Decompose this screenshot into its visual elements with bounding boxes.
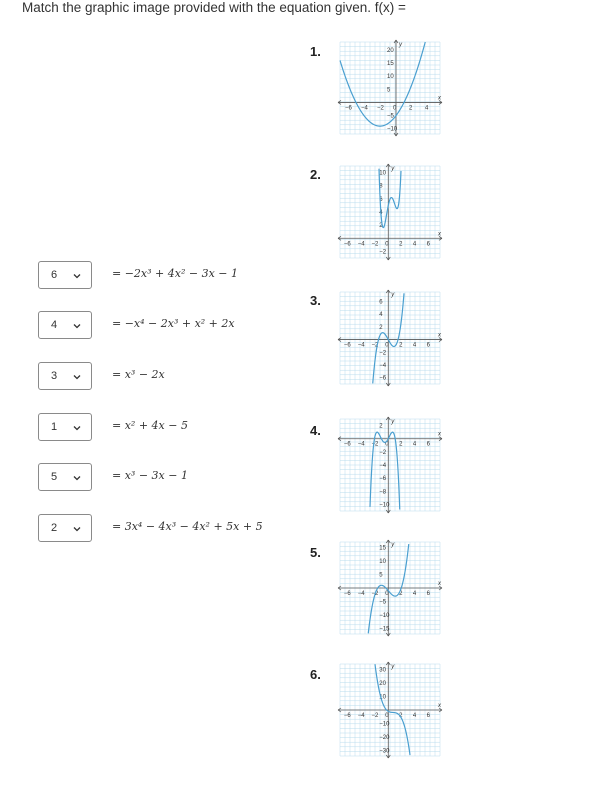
answer-select-5[interactable]	[38, 463, 92, 491]
x-tick-label: −4	[357, 713, 365, 719]
x-tick-label: −6	[343, 591, 351, 597]
y-tick-label: 5	[387, 87, 391, 94]
x-tick-label: −4	[357, 441, 365, 448]
x-tick-label: 4	[412, 591, 417, 597]
x-axis-label: x	[438, 703, 441, 709]
answer-select-value: 3	[51, 370, 58, 382]
equation-text: = 3x⁴ − 4x³ − 4x² + 5x + 5	[112, 520, 263, 533]
equation-text: = x³ − 3x − 1	[112, 469, 188, 482]
x-tick-label: −6	[345, 105, 352, 112]
x-axis-label: x	[438, 95, 441, 102]
answer-select-6[interactable]	[38, 514, 92, 542]
y-tick-label: 5	[379, 572, 383, 579]
match-row-1	[38, 261, 328, 291]
x-tick-label: −2	[371, 591, 379, 597]
function-curve	[340, 42, 425, 126]
y-tick-label: −5	[379, 599, 387, 606]
x-axis-label: x	[438, 581, 441, 587]
y-tick-label: 4	[379, 312, 383, 319]
y-tick-label: 30	[379, 667, 386, 674]
x-tick-label: 6	[426, 441, 430, 448]
y-tick-label: 20	[387, 47, 394, 54]
chevron-down-icon	[72, 423, 82, 433]
answer-select-value: 2	[51, 522, 58, 534]
x-tick-label: 4	[412, 713, 417, 719]
y-tick-label: −20	[379, 735, 390, 742]
y-tick-label: −5	[387, 113, 394, 120]
graph-label-4: 4.	[310, 423, 321, 438]
y-tick-label: −4	[379, 463, 387, 469]
equation-text: = −x⁴ − 2x³ + x² + 2x	[112, 317, 235, 330]
graph-image-6	[336, 660, 444, 760]
x-tick-label: 4	[412, 342, 417, 349]
chevron-down-icon	[72, 524, 82, 534]
y-tick-label: 8	[379, 183, 383, 190]
x-tick-label: −2	[371, 241, 379, 248]
x-tick-label: −4	[357, 342, 365, 349]
answer-select-value: 6	[51, 269, 58, 281]
answer-select-1[interactable]	[38, 261, 92, 289]
x-tick-label: 6	[426, 342, 430, 349]
graph-label-5: 5.	[310, 545, 321, 560]
x-axis-label: x	[438, 231, 441, 238]
x-tick-label: 2	[399, 591, 403, 597]
y-axis-label: y	[391, 292, 395, 298]
x-tick-label: 4	[412, 241, 417, 248]
y-tick-label: −10	[387, 126, 398, 133]
y-tick-label: −10	[379, 613, 390, 620]
x-tick-label: −2	[371, 713, 379, 719]
x-tick-label: 0	[385, 713, 389, 719]
question-prompt: Match the graphic image provided with the equation given. f(x) =	[22, 0, 406, 15]
y-tick-label: 4	[379, 210, 383, 216]
y-axis-label: y	[391, 166, 395, 172]
y-tick-label: 20	[379, 680, 386, 687]
x-tick-label: 0	[393, 105, 397, 112]
graph-image-4	[336, 415, 444, 515]
y-axis-label: y	[391, 664, 395, 670]
x-tick-label: −6	[343, 441, 351, 448]
y-axis-label: y	[399, 42, 402, 48]
x-tick-label: 0	[385, 591, 389, 597]
match-row-5	[38, 463, 328, 493]
chevron-down-icon	[72, 271, 82, 281]
x-tick-label: 6	[426, 713, 430, 719]
graph-image-1	[336, 38, 444, 138]
chevron-down-icon	[72, 321, 82, 331]
match-row-6	[38, 514, 328, 544]
x-tick-label: −6	[343, 713, 351, 719]
equation-text: = x² + 4x − 5	[112, 419, 188, 432]
x-tick-label: 2	[409, 105, 413, 112]
x-tick-label: −2	[377, 105, 384, 112]
answer-select-value: 1	[51, 421, 58, 433]
x-tick-label: 6	[426, 241, 430, 248]
x-tick-label: 0	[385, 241, 389, 248]
y-tick-label: 6	[379, 196, 383, 203]
x-tick-label: 2	[399, 441, 403, 448]
graph-label-2: 2.	[310, 167, 321, 182]
match-row-4	[38, 413, 328, 443]
y-tick-label: 10	[379, 170, 386, 177]
answer-select-3[interactable]	[38, 362, 92, 390]
y-tick-label: −2	[379, 350, 387, 357]
x-tick-label: 2	[399, 342, 403, 349]
y-tick-label: 2	[379, 223, 383, 230]
x-tick-label: −4	[357, 591, 365, 597]
y-tick-label: −10	[379, 502, 390, 509]
x-tick-label: 6	[426, 591, 430, 597]
y-tick-label: −8	[379, 489, 387, 496]
y-tick-label: 2	[379, 324, 383, 331]
y-tick-label: 15	[387, 61, 394, 68]
y-tick-label: −30	[379, 748, 390, 755]
chevron-down-icon	[72, 473, 82, 483]
x-tick-label: −6	[343, 241, 351, 248]
graph-image-2	[336, 162, 444, 262]
x-tick-label: 2	[399, 241, 403, 248]
x-tick-label: −6	[343, 342, 351, 349]
x-tick-label: −2	[371, 342, 379, 349]
x-axis-label: x	[438, 431, 441, 438]
graph-label-3: 3.	[310, 293, 321, 308]
y-axis-label: y	[391, 542, 395, 548]
answer-select-value: 4	[51, 319, 58, 331]
y-tick-label: 15	[379, 545, 386, 552]
graph-image-5	[336, 538, 444, 638]
answer-select-4[interactable]	[38, 413, 92, 441]
answer-select-2[interactable]	[38, 311, 92, 339]
equation-text: = x³ − 2x	[112, 368, 165, 381]
graph-image-3	[336, 288, 444, 388]
x-tick-label: 0	[385, 441, 389, 448]
y-tick-label: −15	[379, 626, 390, 633]
y-tick-label: −2	[379, 449, 387, 456]
y-tick-label: 2	[379, 423, 383, 430]
x-tick-label: 4	[425, 105, 429, 112]
y-tick-label: 10	[379, 694, 386, 701]
y-tick-label: −6	[379, 375, 387, 382]
y-tick-label: 10	[379, 558, 386, 565]
x-tick-label: −4	[361, 105, 368, 112]
y-tick-label: −4	[379, 362, 387, 369]
match-row-3	[38, 362, 328, 392]
y-tick-label: 10	[387, 74, 394, 81]
equation-text: = −2x³ + 4x² − 3x − 1	[112, 267, 238, 280]
graph-label-6: 6.	[310, 667, 321, 682]
y-tick-label: −6	[379, 476, 387, 483]
x-axis-label: x	[438, 332, 441, 339]
y-tick-label: 6	[379, 299, 383, 306]
answer-select-value: 5	[51, 471, 58, 483]
chevron-down-icon	[72, 372, 82, 382]
x-tick-label: 4	[412, 441, 417, 448]
y-tick-label: −2	[379, 249, 387, 256]
x-tick-label: 0	[385, 342, 389, 349]
y-tick-label: −10	[379, 721, 390, 728]
graph-label-1: 1.	[310, 44, 321, 59]
match-row-2	[38, 311, 328, 341]
x-tick-label: −4	[357, 241, 365, 248]
x-tick-label: 2	[399, 713, 403, 719]
y-axis-label: y	[391, 419, 395, 425]
x-tick-label: −2	[371, 441, 379, 448]
